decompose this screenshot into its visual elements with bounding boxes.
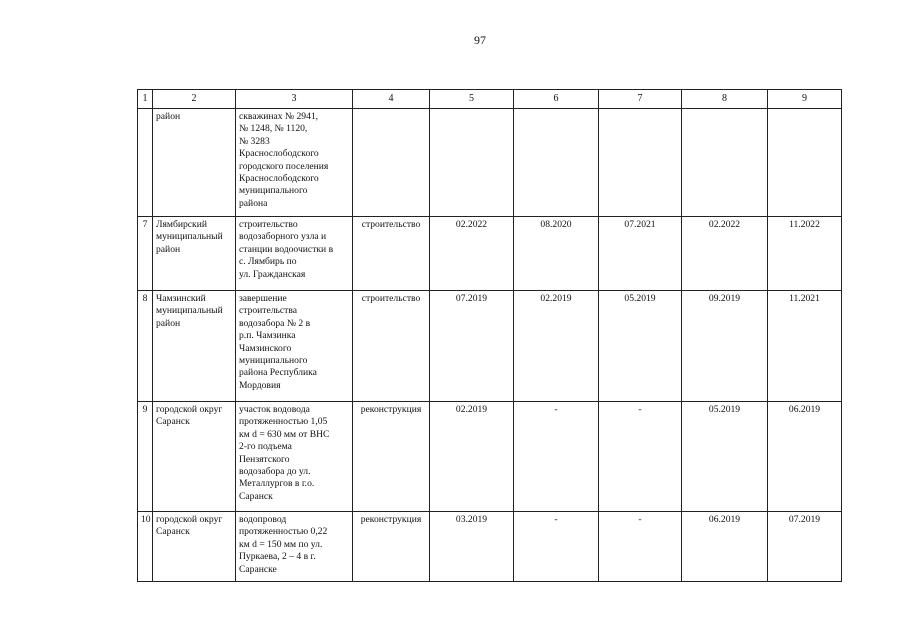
work-type-cell: реконструкция bbox=[353, 512, 430, 582]
municipality-cell-line: городской округ bbox=[156, 404, 223, 415]
object-description-cell-line: Пуркаева, 2 – 4 в г. bbox=[239, 551, 316, 563]
municipality-cell-line: район bbox=[156, 111, 181, 122]
date-cell-col-5: 07.2019 bbox=[430, 291, 514, 402]
object-description-cell-line: водозаборного узла и bbox=[239, 231, 327, 243]
header-col-6: 6 bbox=[514, 90, 599, 109]
date-cell-col-9: 11.2021 bbox=[768, 291, 842, 402]
date-cell-col-6 bbox=[514, 109, 599, 217]
municipality-cell-line: муниципальный bbox=[156, 231, 223, 243]
municipality-cell-line: Саранск bbox=[156, 416, 190, 428]
date-cell-col-9: 06.2019 bbox=[768, 402, 842, 512]
object-description-cell bbox=[236, 402, 353, 512]
object-description-cell-line: станции водоочистки в bbox=[239, 243, 334, 255]
header-col-5: 5 bbox=[430, 90, 514, 109]
municipality-cell bbox=[153, 402, 236, 512]
object-description-cell-line: участок водовода bbox=[239, 404, 310, 415]
municipality-cell bbox=[153, 109, 236, 217]
date-cell-col-5: 02.2022 bbox=[430, 217, 514, 291]
object-description-cell-line: Мордовия bbox=[239, 379, 281, 391]
date-cell-col-7: - bbox=[599, 512, 682, 582]
municipality-cell-line: район bbox=[156, 317, 181, 329]
table-body bbox=[138, 109, 842, 582]
row-number-cell bbox=[138, 109, 153, 217]
object-description-cell-line: завершение bbox=[239, 293, 287, 304]
header-col-7: 7 bbox=[599, 90, 682, 109]
object-description-cell-line: Чамзинского bbox=[239, 342, 292, 354]
header-col-3: 3 bbox=[236, 90, 353, 109]
table-row bbox=[138, 217, 842, 291]
object-description-cell-line: протяженностью 0,22 bbox=[239, 526, 328, 538]
object-description-cell-line: № 3283 bbox=[239, 135, 270, 147]
object-description-cell-line: муниципального bbox=[239, 355, 308, 367]
municipality-cell bbox=[153, 291, 236, 402]
object-description-cell-line: ул. Гражданская bbox=[239, 268, 306, 280]
date-cell-col-5 bbox=[430, 109, 514, 217]
date-cell-col-8: 06.2019 bbox=[682, 512, 768, 582]
date-cell-col-6: - bbox=[514, 512, 599, 582]
object-description-cell bbox=[236, 109, 353, 217]
object-description-cell-line: Саранск bbox=[239, 490, 273, 502]
date-cell-col-6: 02.2019 bbox=[514, 291, 599, 402]
table-row bbox=[138, 109, 842, 217]
object-description-cell-line: водозабора № 2 в bbox=[239, 317, 311, 329]
object-description-cell-line: № 1248, № 1120, bbox=[239, 123, 308, 135]
date-cell-col-7: 07.2021 bbox=[599, 217, 682, 291]
table-row bbox=[138, 291, 842, 402]
object-description-cell bbox=[236, 291, 353, 402]
page-number: 97 bbox=[474, 33, 486, 47]
date-cell-col-7: - bbox=[599, 402, 682, 512]
date-cell-col-8 bbox=[682, 109, 768, 217]
work-type-cell: реконструкция bbox=[353, 402, 430, 512]
object-description-cell-line: Пензятского bbox=[239, 453, 290, 465]
object-description-cell-line: строительства bbox=[239, 305, 298, 317]
table-row bbox=[138, 512, 842, 582]
object-description-cell-line: водозабора до ул. bbox=[239, 466, 311, 478]
object-description-cell-line: городского поселения bbox=[239, 160, 329, 172]
header-col-1: 1 bbox=[138, 90, 153, 109]
object-description-cell-line: строительство bbox=[239, 219, 298, 230]
object-description-cell-line: Металлургов в г.о. bbox=[239, 478, 315, 490]
object-description-cell-line: водопровод bbox=[239, 514, 287, 525]
header-col-8: 8 bbox=[682, 90, 768, 109]
date-cell-col-5: 03.2019 bbox=[430, 512, 514, 582]
date-cell-col-9: 07.2019 bbox=[768, 512, 842, 582]
work-type-cell: строительство bbox=[353, 291, 430, 402]
object-description-cell-line: 2-го подъема bbox=[239, 441, 292, 453]
date-cell-col-7 bbox=[599, 109, 682, 217]
object-description-cell-line: муниципального bbox=[239, 185, 308, 197]
municipality-cell-line: Саранск bbox=[156, 526, 190, 538]
object-description-cell bbox=[236, 512, 353, 582]
object-description-cell-line: Саранске bbox=[239, 563, 277, 575]
object-description-cell-line: км d = 150 мм по ул. bbox=[239, 538, 323, 550]
object-description-cell-line: протяженностью 1,05 bbox=[239, 416, 328, 428]
date-cell-col-6: - bbox=[514, 402, 599, 512]
municipality-cell-line: Лямбирский bbox=[156, 219, 207, 230]
header-col-2: 2 bbox=[153, 90, 236, 109]
municipality-cell bbox=[153, 217, 236, 291]
table-header-row bbox=[138, 90, 842, 109]
municipality-cell-line: городской округ bbox=[156, 514, 223, 525]
object-description-cell-line: км d = 630 мм от ВНС bbox=[239, 428, 330, 440]
object-description-cell-line: района bbox=[239, 197, 268, 209]
municipality-cell-line: район bbox=[156, 243, 181, 255]
investment-schedule-table bbox=[137, 89, 842, 582]
municipality-cell-line: муниципальный bbox=[156, 305, 223, 317]
date-cell-col-9: 11.2022 bbox=[768, 217, 842, 291]
header-col-9: 9 bbox=[768, 90, 842, 109]
row-number-cell: 9 bbox=[138, 402, 153, 512]
object-description-cell bbox=[236, 217, 353, 291]
date-cell-col-7: 05.2019 bbox=[599, 291, 682, 402]
object-description-cell-line: скважинах № 2941, bbox=[239, 111, 319, 122]
object-description-cell-line: Краснослободского bbox=[239, 148, 319, 160]
work-type-cell: строительство bbox=[353, 217, 430, 291]
object-description-cell-line: с. Лямбирь по bbox=[239, 256, 297, 268]
table-row bbox=[138, 402, 842, 512]
date-cell-col-8: 02.2022 bbox=[682, 217, 768, 291]
object-description-cell-line: Краснослободского bbox=[239, 173, 319, 185]
object-description-cell-line: района Республика bbox=[239, 367, 317, 379]
date-cell-col-6: 08.2020 bbox=[514, 217, 599, 291]
row-number-cell: 7 bbox=[138, 217, 153, 291]
header-col-4: 4 bbox=[353, 90, 430, 109]
object-description-cell-line: р.п. Чамзинка bbox=[239, 330, 296, 342]
date-cell-col-5: 02.2019 bbox=[430, 402, 514, 512]
date-cell-col-8: 09.2019 bbox=[682, 291, 768, 402]
municipality-cell-line: Чамзинский bbox=[156, 293, 206, 304]
municipality-cell bbox=[153, 512, 236, 582]
row-number-cell: 10 bbox=[138, 512, 153, 582]
date-cell-col-9 bbox=[768, 109, 842, 217]
row-number-cell: 8 bbox=[138, 291, 153, 402]
date-cell-col-8: 05.2019 bbox=[682, 402, 768, 512]
work-type-cell bbox=[353, 109, 430, 217]
